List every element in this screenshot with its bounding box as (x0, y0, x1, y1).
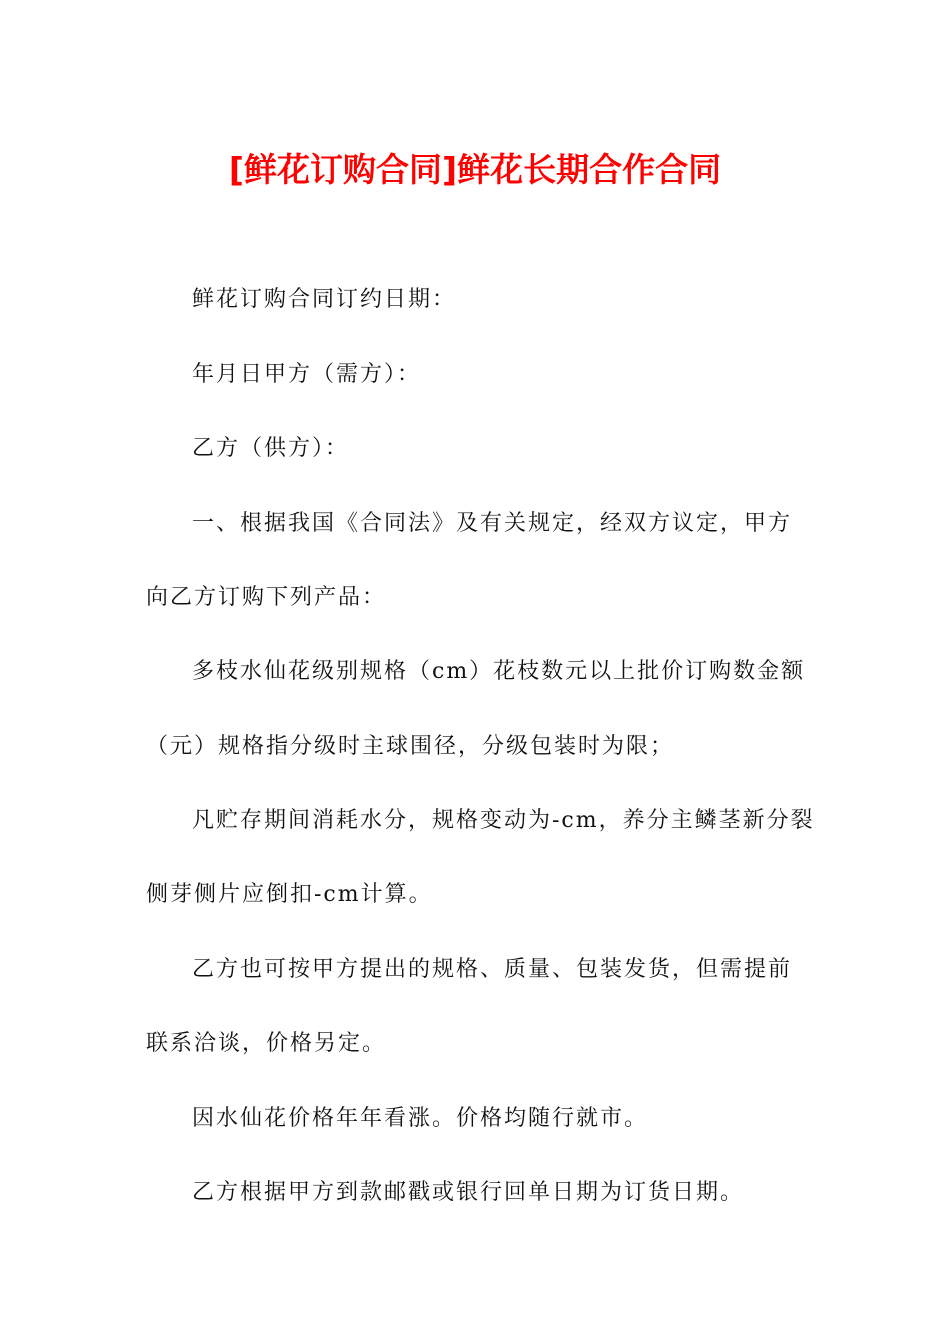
paragraph-line-storage-cont: 侧芽侧片应倒扣-cm计算。 (146, 882, 433, 907)
paragraph-line-clause-1: 一、根据我国《合同法》及有关规定，经双方议定，甲方 (192, 511, 793, 536)
paragraph-line-storage: 凡贮存期间消耗水分，规格变动为-cm，养分主鳞茎新分裂 (192, 808, 815, 833)
paragraph-line-spec-cont: （元）规格指分级时主球围径，分级包装时为限； (146, 734, 675, 759)
paragraph-line-shipping: 乙方也可按甲方提出的规格、质量、包装发货，但需提前 (192, 957, 793, 982)
paragraph-line-price: 因水仙花价格年年看涨。价格均随行就市。 (192, 1106, 649, 1131)
paragraph-line-spec: 多枝水仙花级别规格（cm）花枝数元以上批价订购数金额 (192, 659, 806, 684)
paragraph-line-shipping-cont: 联系洽谈，价格另定。 (146, 1031, 387, 1056)
document-title: [鲜花订购合同]鲜花长期合作合同 (228, 150, 722, 189)
paragraph-line-order-date-rule: 乙方根据甲方到款邮戳或银行回单日期为订货日期。 (192, 1180, 745, 1205)
paragraph-line-order-date: 鲜花订购合同订约日期： (192, 287, 457, 312)
paragraph-line-clause-1-cont: 向乙方订购下列产品： (146, 585, 387, 610)
paragraph-line-party-a: 年月日甲方（需方）： (192, 362, 422, 387)
paragraph-line-party-b: 乙方（供方）： (192, 436, 350, 461)
